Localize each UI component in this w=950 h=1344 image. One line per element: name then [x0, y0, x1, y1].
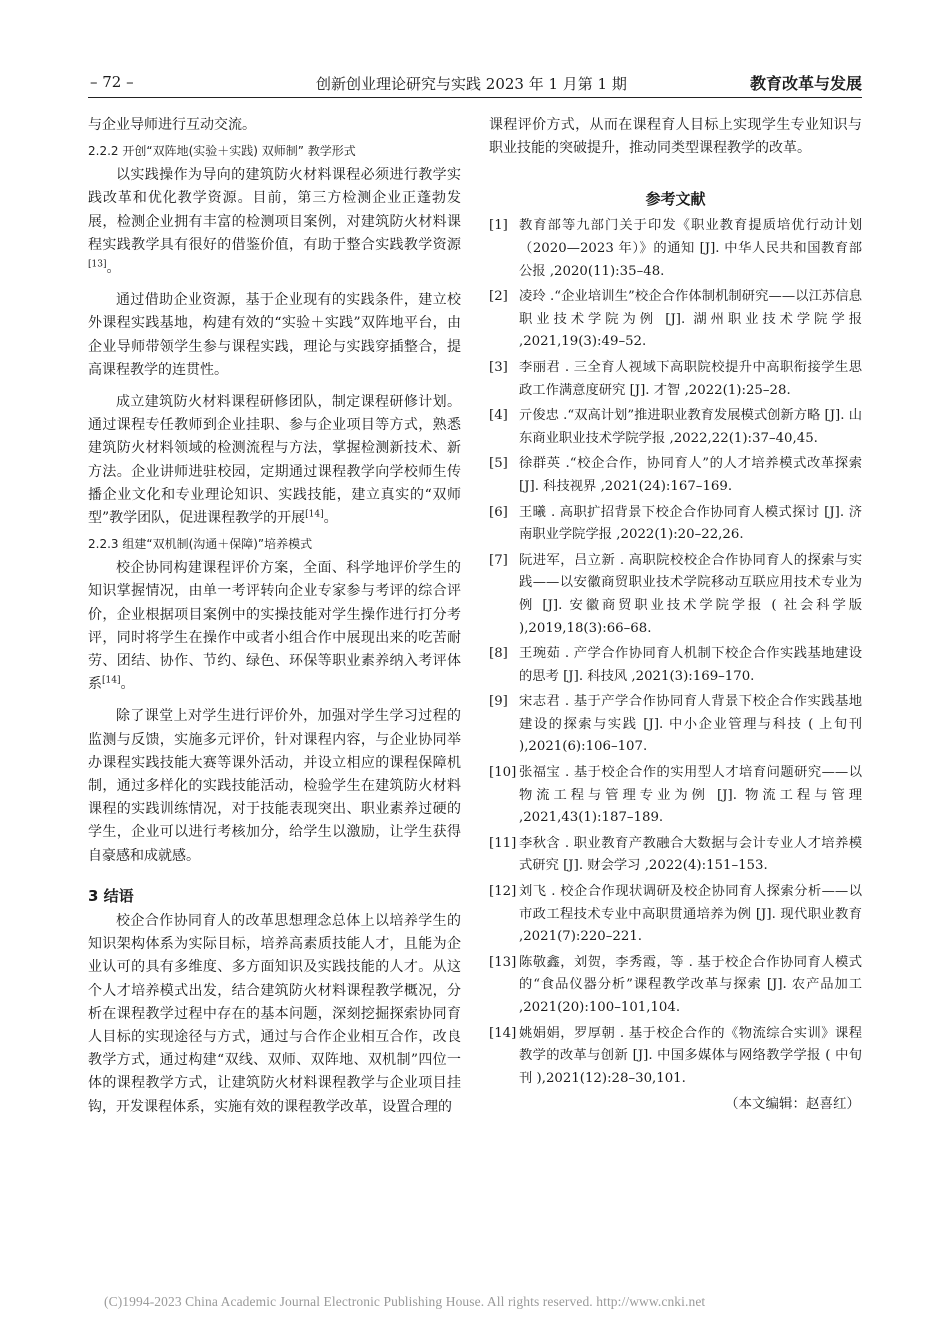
citation: [14]	[102, 675, 121, 686]
references-list	[489, 215, 862, 1090]
paragraph: 以实践操作为导向的建筑防火材料课程必须进行教学实践改革和优化教学资源。目前，第三方检测企业正蓬勃发展，检测企业拥有丰富的检测项目案例，对建筑防火材料课程实践教学具有很好的借鉴价值，有助于整合实践教学资源[13]。	[88, 167, 461, 277]
page-number: – 72 –	[90, 73, 134, 91]
reference-item: [6] 王曦 . 高职扩招背景下校企合作协同育人模式探讨 [J]. 济南职业学院学报 ,2022(1):20–22,26.	[489, 504, 862, 543]
reference-item: [4] 亓俊忠 .“双高计划”推进职业教育发展模式创新方略 [J]. 山东商业职业技术学院学报 ,2022,22(1):37–40,45.	[489, 408, 862, 446]
section-heading-conclusion: 3 结语	[88, 886, 134, 905]
right-column	[489, 114, 862, 1115]
reference-item: [11] 李秋含 . 职业教育产教融合大数据与会计专业人才培养模式研究 [J]. 财会学习 ,2022(4):151–153.	[489, 835, 862, 874]
reference-item: [9] 宋志君 . 基于产学合作协同育人背景下校企合作实践基地建设的探索与实践 [J]. 中小企业管理与科技 ( 上旬刊 ),2021(6):106–107.	[489, 694, 862, 755]
paragraph: 校企协同构建课程评价方案，全面、科学地评价学生的知识掌握情况，由单一考评转向企业专家参与考评的综合评价，企业根据项目案例中的实操技能对学生操作进行打分考评，同时将学生在操作中或者小组合作中展现出来的吃苦耐劳、团结、协作、节约、绿色、环保等职业素养纳入考评体系[14]。	[88, 560, 461, 693]
references-title: 参考文献	[645, 190, 706, 209]
section-title: 教育改革与发展	[749, 74, 862, 93]
paragraph: 除了课堂上对学生进行评价外，加强对学生学习过程的监测与反馈，实施多元评价，针对课程内容，与企业协同举办课程实践技能大赛等课外活动，并设立相应的课程保障机制，通过多样化的实践技能活动，检验学生在建筑防火材料课程的实践训练情况，对于技能表现突出、职业素养过硬的学生，企业可以进行考核加分，给学生以激励，让学生获得自豪感和成就感。	[88, 708, 461, 864]
subsection-heading-2-2-2: 2.2.2 开创“双阵地(实验＋实践) 双师制” 教学形式	[88, 144, 356, 159]
citation: [14]	[305, 509, 324, 520]
reference-item: [12] 刘飞 . 校企合作现状调研及校企协同育人探索分析——以市政工程技术专业中高职贯通培养为例 [J]. 现代职业教育 ,2021(7):220–221.	[489, 884, 862, 945]
reference-item: [5] 徐群英 .“校企合作，协同育人”的人才培养模式改革探索 [J]. 科技视界 ,2021(24):167–169.	[489, 456, 862, 494]
reference-item: [13] 陈敬鑫，刘贺，李秀霞，等 . 基于校企合作协同育人模式的“食品仪器分析”课程教学改革与探索 [J]. 农产品加工 ,2021(20):100–101,104.	[489, 954, 862, 1015]
paragraph: 成立建筑防火材料课程研修团队，制定课程研修计划。通过课程专任教师到企业挂职、参与企业项目等方式，熟悉建筑防火材料领域的检测流程与方法，掌握检测新技术、新方法。企业讲师进驻校园，定期通过课程教学向学校师生传播企业文化和专业理论知识、实践技能，建立真实的“双师型”教学团队，促进课程教学的开展[14]。	[88, 394, 461, 527]
left-column	[88, 114, 461, 1119]
reference-item: [2] 凌玲 .“企业培训生”校企合作体制机制研究——以江苏信息职业技术学院为例 [J]. 湖州职业技术学院学报 ,2021,19(3):49–52.	[489, 289, 862, 350]
paragraph: 通过借助企业资源，基于企业现有的实践条件，建立校外课程实践基地，构建有效的“实验＋实践”双阵地平台，由企业导师带领学生参与课程实践，理论与实践穿插整合，提高课程教学的连贯性。	[88, 292, 461, 378]
editor-credit: （本文编辑：赵喜红）	[725, 1096, 860, 1113]
running-header	[88, 70, 862, 96]
paragraph: 与企业导师进行互动交流。	[88, 117, 256, 133]
subsection-heading-2-2-3: 2.2.3 组建“双机制(沟通＋保障)”培养模式	[88, 537, 313, 552]
reference-item: [14] 姚娟娟，罗厚朝 . 基于校企合作的《物流综合实训》课程教学的改革与创新 [J]. 中国多媒体与网络教学学报 ( 中旬刊 ),2021(12):28–30,101.	[489, 1025, 862, 1086]
reference-item: [8] 王琬茹 . 产学合作协同育人机制下校企合作实践基地建设的思考 [J]. 科技风 ,2021(3):169–170.	[489, 646, 862, 684]
reference-item: [3] 李丽君 . 三全育人视域下高职院校提升中高职衔接学生思政工作满意度研究 [J]. 才智 ,2022(1):25–28.	[489, 359, 862, 398]
paragraph: 课程评价方式，从而在课程育人目标上实现学生专业知识与职业技能的突破提升，推动同类型课程教学的改革。	[489, 117, 862, 157]
copyright-footer: (C)1994-2023 China Academic Journal Electronic Publishing House. All rights reserved. http://www.cnki.net	[104, 1294, 706, 1309]
reference-item: [10] 张福宝 . 基于校企合作的实用型人才培育问题研究——以物流工程与管理专业为例 [J]. 物流工程与管理 ,2021,43(1):187–189.	[489, 765, 862, 826]
reference-item: [1] 教育部等九部门关于印发《职业教育提质培优行动计划（2020—2023 年）》的通知 [J]. 中华人民共和国教育部公报 ,2020(11):35–48.	[489, 218, 862, 279]
citation: [13]	[88, 259, 107, 270]
reference-item: [7] 阮进军，吕立新 . 高职院校校企合作协同育人的探索与实践——以安徽商贸职业技术学院移动互联应用技术专业为例 [J]. 安徽商贸职业技术学院学报 ( 社会科学版 ),2019,18(3):66–68.	[489, 552, 862, 636]
paragraph: 校企合作协同育人的改革思想理念总体上以培养学生的知识架构体系为实际目标，培养高素质技能人才，且能为企业认可的具有多维度、多方面知识及实践技能的人才。从这个人才培养模式出发，结合建筑防火材料课程教学概况，分析在课程教学过程中存在的基本问题，深刻挖掘探索协同育人目标的实现途径与方式，通过与合作企业相互合作，改良教学方式，通过构建“双线、双师、双阵地、双机制”四位一体的课程教学方式，让建筑防火材料课程教学与企业项目挂钩，开发课程体系，实施有效的课程教学改革，设置合理的	[88, 912, 461, 1115]
header-divider	[88, 97, 862, 98]
journal-name: 创新创业理论研究与实践 2023 年 1 月第 1 期	[316, 75, 627, 93]
